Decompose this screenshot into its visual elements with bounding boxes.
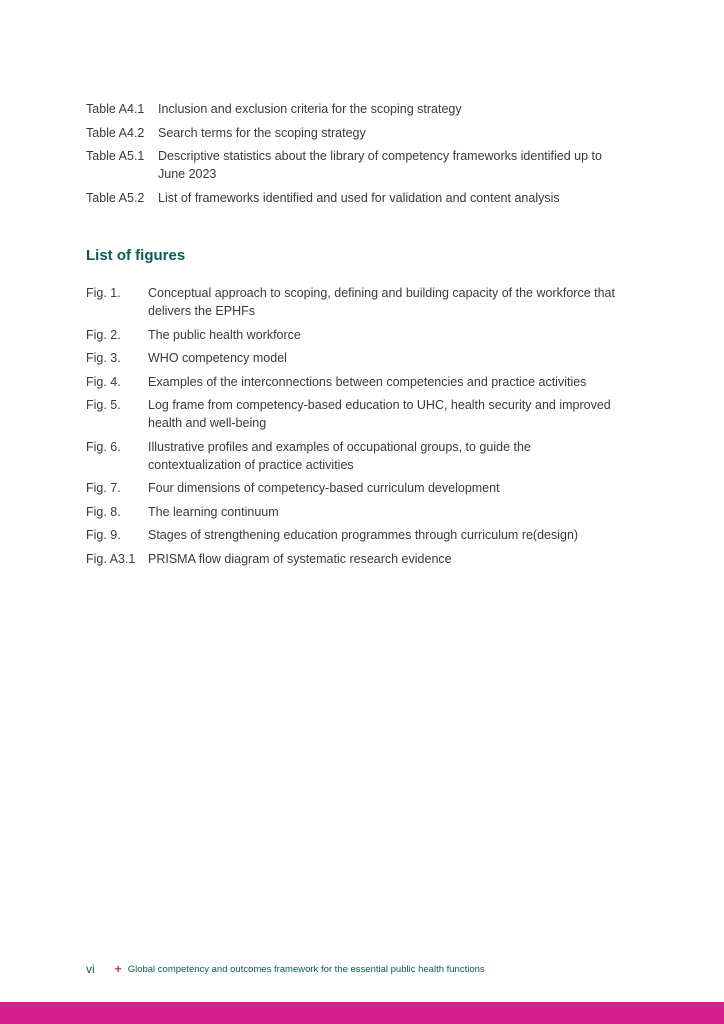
section-title: List of figures	[86, 247, 186, 264]
page-number: vi	[86, 962, 95, 976]
figure-entry	[86, 349, 626, 367]
figure-label: Fig. 2.	[86, 327, 121, 342]
figure-list	[86, 284, 626, 573]
table-label: Table A5.2	[86, 190, 145, 205]
figure-title: Conceptual approach to scoping, defining and building capacity of the workforce that delivers the EPHFs	[148, 286, 615, 318]
table-list	[86, 100, 626, 212]
table-entry	[86, 147, 626, 183]
figure-title: Illustrative profiles and examples of occupational groups, to guide the contextualization of practice activities	[148, 439, 531, 472]
figure-title: Log frame from competency-based education to UHC, health security and improved health and well-being	[148, 398, 611, 430]
figure-title: The public health workforce	[148, 327, 301, 342]
table-label: Table A5.1	[86, 149, 145, 163]
figure-title: The learning continuum	[148, 504, 279, 519]
figure-entry	[86, 373, 626, 391]
table-title: Inclusion and exclusion criteria for the scoping strategy	[158, 102, 462, 116]
table-title: Search terms for the scoping strategy	[158, 125, 366, 140]
table-label: Table A4.2	[86, 125, 145, 140]
figure-label: Fig. 5.	[86, 398, 121, 412]
figure-label: Fig. 6.	[86, 439, 121, 454]
figure-entry	[86, 438, 626, 474]
table-label: Table A4.1	[86, 102, 145, 116]
figure-title: Stages of strengthening education programmes through curriculum re(design)	[148, 528, 579, 542]
figure-entry	[86, 326, 626, 344]
bottom-color-bar	[0, 1002, 724, 1024]
table-title: Descriptive statistics about the library of competency frameworks identified up to June 2023	[158, 149, 602, 181]
table-entry	[86, 100, 626, 118]
figure-label: Fig. 4.	[86, 374, 121, 389]
footer-title: Global competency and outcomes framework for the essential public health functions	[127, 963, 485, 975]
figure-label: Fig. A3.1	[86, 551, 136, 566]
figure-label: Fig. 1.	[86, 286, 121, 300]
table-entry	[86, 189, 626, 207]
figure-title: Four dimensions of competency-based curriculum development	[148, 481, 500, 495]
figure-entry	[86, 503, 626, 521]
figure-entry	[86, 550, 626, 568]
figure-title: PRISMA flow diagram of systematic research evidence	[148, 551, 452, 566]
figure-title: WHO competency model	[148, 351, 287, 365]
page-footer	[86, 962, 485, 976]
figure-label: Fig. 9.	[86, 528, 121, 542]
figure-title: Examples of the interconnections between competencies and practice activities	[148, 374, 587, 389]
figure-entry	[86, 396, 626, 432]
figure-label: Fig. 8.	[86, 504, 121, 519]
figure-label: Fig. 3.	[86, 351, 121, 365]
table-title: List of frameworks identified and used for validation and content analysis	[158, 190, 560, 205]
plus-icon: +	[114, 962, 122, 976]
table-entry	[86, 124, 626, 142]
figure-label: Fig. 7.	[86, 481, 121, 495]
figure-entry	[86, 284, 626, 320]
figure-entry	[86, 479, 626, 497]
figure-entry	[86, 526, 626, 544]
